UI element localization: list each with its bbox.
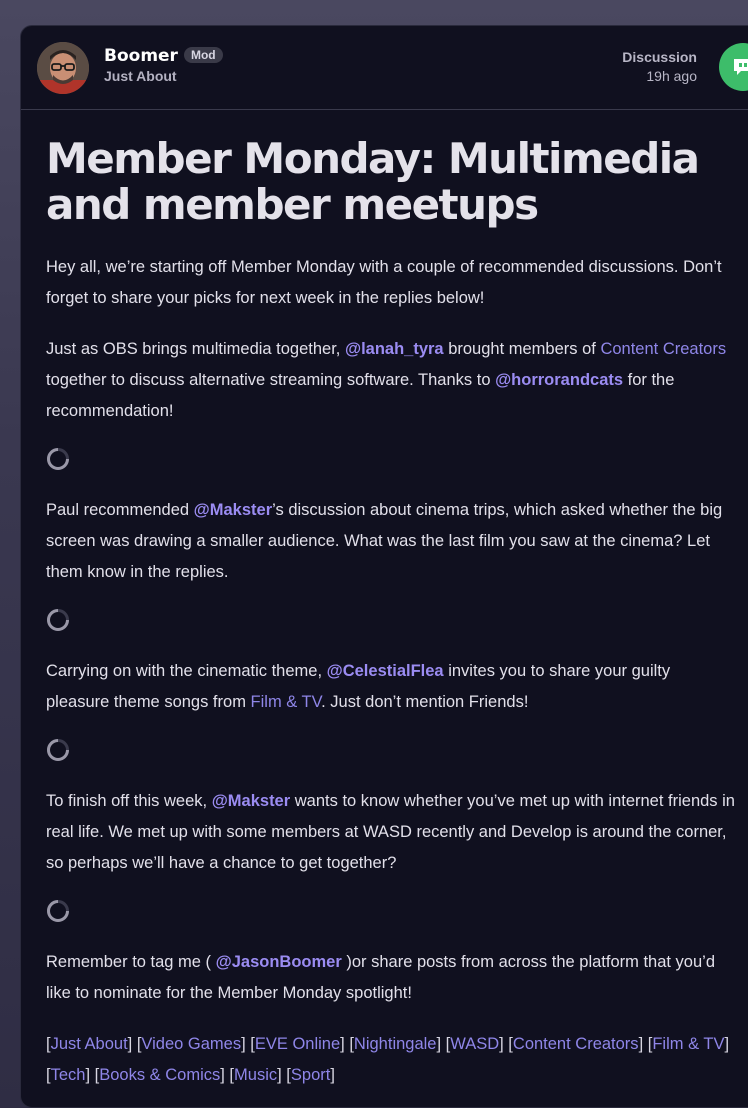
author-block	[104, 46, 223, 84]
paragraph-intro: Hey all, we’re starting off Member Monday with a couple of recommended discussions. Don’t forget to share your picks for next week in the replies below!	[46, 258, 722, 307]
community-name[interactable]: Just About	[104, 68, 177, 84]
tag-tech[interactable]: Tech	[50, 1066, 86, 1084]
text: Carrying on with the cinematic theme,	[46, 662, 327, 680]
loading-spinner-icon	[46, 447, 736, 470]
link-content-creators[interactable]: Content Creators	[600, 340, 727, 358]
paragraph-meetups	[46, 786, 736, 879]
mention-makster[interactable]: @Makster	[211, 792, 291, 810]
text: To finish off this week,	[46, 792, 212, 810]
text: for the recommendation!	[46, 371, 675, 420]
tag-eve-online[interactable]: EVE Online	[254, 1035, 341, 1053]
post-meta	[622, 49, 697, 84]
text: brought members of	[443, 340, 601, 358]
quote-bubble-icon	[719, 43, 748, 91]
tag-just-about[interactable]: Just About	[50, 1035, 128, 1053]
mention-celestialflea[interactable]: @CelestialFlea	[326, 662, 444, 680]
text: ’s discussion about cinema trips, which asked whether the big screen was drawing a smaller audience. What was the last film you saw at the cinema? Let them know in the replies.	[46, 501, 723, 581]
text: wants to know whether you’ve met up with internet friends in real life. We met up with some members at WASD recently and Develop is around the corner, so perhaps we’ll have a chance to get together?	[46, 792, 735, 872]
text: together to discuss alternative streaming software. Thanks to	[46, 371, 496, 389]
post-body	[46, 252, 736, 1091]
text: Remember to tag me (	[46, 953, 216, 971]
paragraph-obs	[46, 334, 736, 427]
tag-list: [Just About] [Video Games] [EVE Online] [Nightingale] [WASD] [Content Creators] [Film & TV] [Tech] [Books & Comics] [Music] [Sport]	[46, 1035, 730, 1084]
paragraph-tag-me	[46, 947, 736, 1009]
text: invites you to share your guilty pleasure theme songs from	[46, 662, 671, 711]
tag-wasd[interactable]: WASD	[450, 1035, 500, 1053]
avatar[interactable]	[37, 42, 89, 94]
tag-content-creators[interactable]: Content Creators	[512, 1035, 639, 1053]
tag-film-tv[interactable]: Film & TV	[652, 1035, 725, 1053]
text: )or share posts from across the platform that you’d like to nominate for the Member Monday spotlight!	[46, 953, 716, 1002]
loading-spinner-icon	[46, 608, 736, 631]
loading-spinner-icon	[46, 738, 736, 761]
mention-jasonboomer[interactable]: @JasonBoomer	[215, 953, 342, 971]
mod-badge: Mod	[184, 47, 223, 63]
tag-video-games[interactable]: Video Games	[141, 1035, 242, 1053]
tag-sport[interactable]: Sport	[290, 1066, 331, 1084]
tag-music[interactable]: Music	[234, 1066, 278, 1084]
mention-horrorandcats[interactable]: @horrorandcats	[495, 371, 624, 389]
text: . Just don’t mention Friends!	[321, 693, 529, 711]
text: Just as OBS brings multimedia together,	[46, 340, 345, 358]
paragraph-cinema	[46, 495, 736, 588]
tag-books-comics[interactable]: Books & Comics	[99, 1066, 221, 1084]
post-title: Member Monday: Multimedia and member meetups	[46, 134, 699, 229]
mention-makster[interactable]: @Makster	[193, 501, 273, 519]
post-type: Discussion	[622, 49, 697, 65]
link-film-tv[interactable]: Film & TV	[250, 693, 322, 711]
post-card	[20, 25, 748, 1108]
author-name[interactable]: Boomer	[104, 46, 178, 66]
tag-nightingale[interactable]: Nightingale	[353, 1035, 437, 1053]
paragraph-theme-songs	[46, 656, 736, 718]
mention-lanah-tyra[interactable]: @lanah_tyra	[344, 340, 444, 358]
text: Paul recommended	[46, 501, 194, 519]
post-header	[21, 26, 748, 110]
loading-spinner-icon	[46, 899, 736, 922]
post-time: 19h ago	[646, 68, 697, 84]
